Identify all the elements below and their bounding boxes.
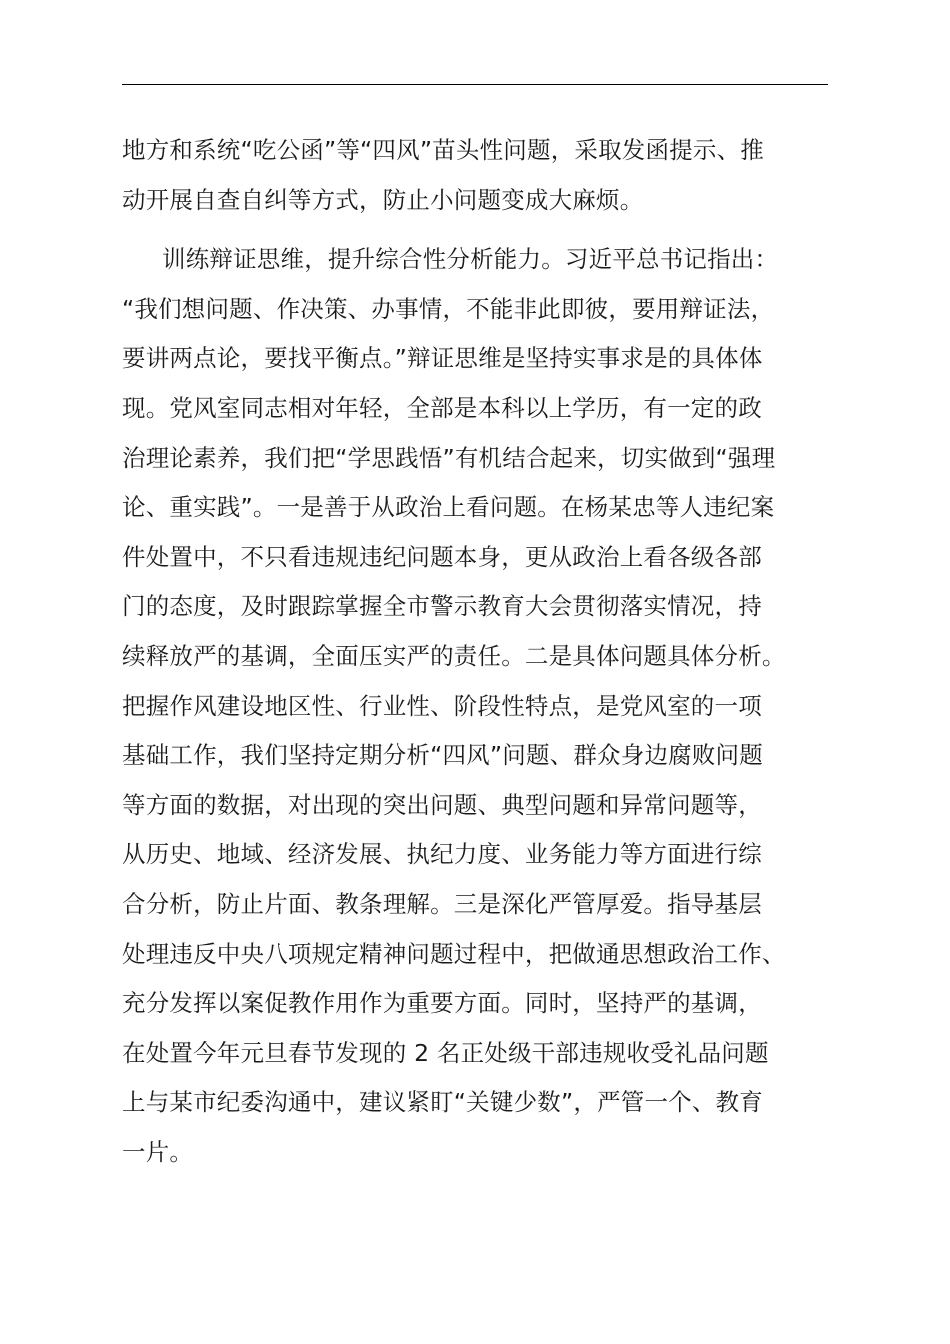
text-line: 基础工作，我们坚持定期分析“四风”问题、群众身边腐败问题 — [122, 741, 763, 770]
paragraph-dialectical-thinking — [122, 235, 832, 1177]
text-line: 合分析，防止片面、教条理解。三是深化严管厚爱。指导基层 — [122, 889, 762, 918]
text-line: 一片。 — [122, 1137, 194, 1166]
text-line: 地方和系统“吃公函”等“四风”苗头性问题，采取发函提示、推 — [122, 136, 764, 164]
text-line: 充分发挥以案促教作用作为重要方面。同时，坚持严的基调， — [122, 989, 762, 1018]
text-line: 件处置中，不只看违规违纪问题本身，更从政治上看各级各部 — [122, 542, 762, 571]
text-line: 门的态度，及时跟踪掌握全市警示教育大会贯彻落实情况，持 — [122, 592, 762, 621]
text-line: 在处置今年元旦春节发现的 2 名正处级干部违规收受礼品问题 — [122, 1038, 769, 1067]
text-line: 处理违反中央八项规定精神问题过程中，把做通思想政治工作、 — [122, 939, 786, 968]
paragraph-gap — [122, 225, 832, 235]
document-body — [122, 126, 832, 1177]
text-line: 训练辩证思维，提升综合性分析能力。习近平总书记指出： — [162, 245, 779, 274]
text-line: 上与某市纪委沟通中，建议紧盯“关键少数”，严管一个、教育 — [122, 1088, 763, 1117]
text-line: 要讲两点论，要找平衡点。”辩证思维是坚持实事求是的具体体 — [122, 344, 763, 373]
text-line: 动开展自查自纠等方式，防止小问题变成大麻烦。 — [122, 185, 644, 214]
text-line: “我们想问题、作决策、办事情，不能非此即彼，要用辩证法， — [122, 294, 775, 323]
paragraph-continuation — [122, 126, 832, 225]
text-line: 续释放严的基调，全面压实严的责任。二是具体问题具体分析。 — [122, 641, 786, 670]
text-line: 把握作风建设地区性、行业性、阶段性特点，是党风室的一项 — [122, 691, 762, 720]
text-line: 现。党风室同志相对年轻，全部是本科以上学历，有一定的政 — [122, 393, 762, 422]
text-line: 论、重实践”。一是善于从政治上看问题。在杨某忠等人违纪案 — [122, 493, 775, 522]
text-line: 治理论素养，我们把“学思践悟”有机结合起来，切实做到“强理 — [122, 443, 776, 472]
text-line: 等方面的数据，对出现的突出问题、典型问题和异常问题等， — [122, 790, 762, 819]
text-line: 从历史、地域、经济发展、执纪力度、业务能力等方面进行综 — [122, 840, 762, 869]
header-rule — [122, 84, 828, 85]
